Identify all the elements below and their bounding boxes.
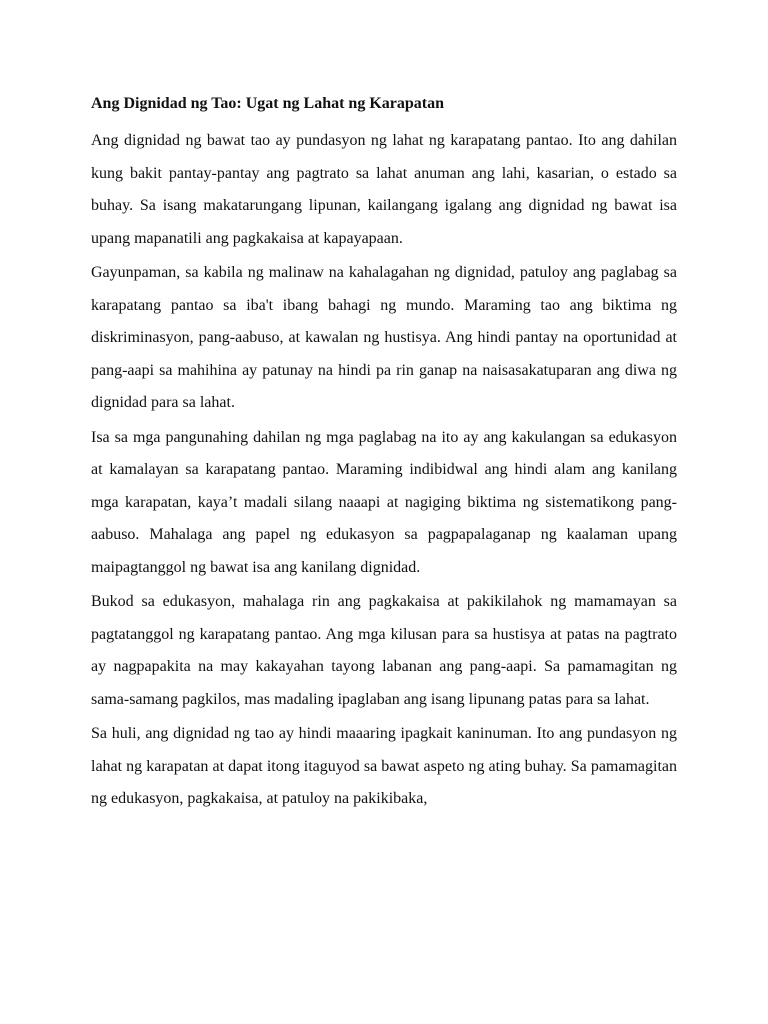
paragraph-2: Gayunpaman, sa kabila ng malinaw na kahalagahan ng dignidad, patuloy ang paglabag sa karapatang pantao sa iba't ibang bahagi ng mundo. Maraming tao ang biktima ng diskriminasyon, pang-aabuso, at kawalan ng hustisya. Ang hindi pantay na oportunidad at pang-aapi sa mahihina ay patunay na hindi pa rin ganap na naisasakatuparan ang diwa ng dignidad para sa lahat.: [91, 264, 677, 411]
paragraph-1: Ang dignidad ng bawat tao ay pundasyon ng lahat ng karapatang pantao. Ito ang dahilan kung bakit pantay-pantay ang pagtrato sa lahat anuman ang lahi, kasarian, o estado sa buhay. Sa isang makatarungang lipunan, kailangang igalang ang dignidad ng bawat isa upang mapanatili ang pagkakaisa at kapayapaan.: [91, 132, 677, 247]
paragraph-5: Sa huli, ang dignidad ng tao ay hindi maaaring ipagkait kaninuman. Ito ang pundasyon ng lahat ng karapatan at dapat itong itaguyod sa bawat aspeto ng ating buhay. Sa pamamagitan ng edukasyon, pagkakaisa, at patuloy na pakikibaka,: [91, 725, 677, 807]
paragraph-4: Bukod sa edukasyon, mahalaga rin ang pagkakaisa at pakikilahok ng mamamayan sa pagtatanggol ng karapatang pantao. Ang mga kilusan para sa hustisya at patas na pagtrato ay nagpapakita na may kakayahan tayong labanan ang pang-aapi. Sa pamamagitan ng sama-samang pagkilos, mas madaling ipaglaban ang isang lipunang patas para sa lahat.: [91, 593, 677, 708]
paragraph-3: Isa sa mga pangunahing dahilan ng mga paglabag na ito ay ang kakulangan sa edukasyon at kamalayan sa karapatang pantao. Maraming indibidwal ang hindi alam ang kanilang mga karapatan, kaya’t madali silang naaapi at nagiging biktima ng sistematikong pang-aabuso. Mahalaga ang papel ng edukasyon sa pagpapalaganap ng kaalaman upang maipagtanggol ng bawat isa ang kanilang dignidad.: [91, 428, 677, 576]
document-body: [91, 92, 677, 818]
document-title: Ang Dignidad ng Tao: Ugat ng Lahat ng Karapatan: [91, 95, 444, 112]
